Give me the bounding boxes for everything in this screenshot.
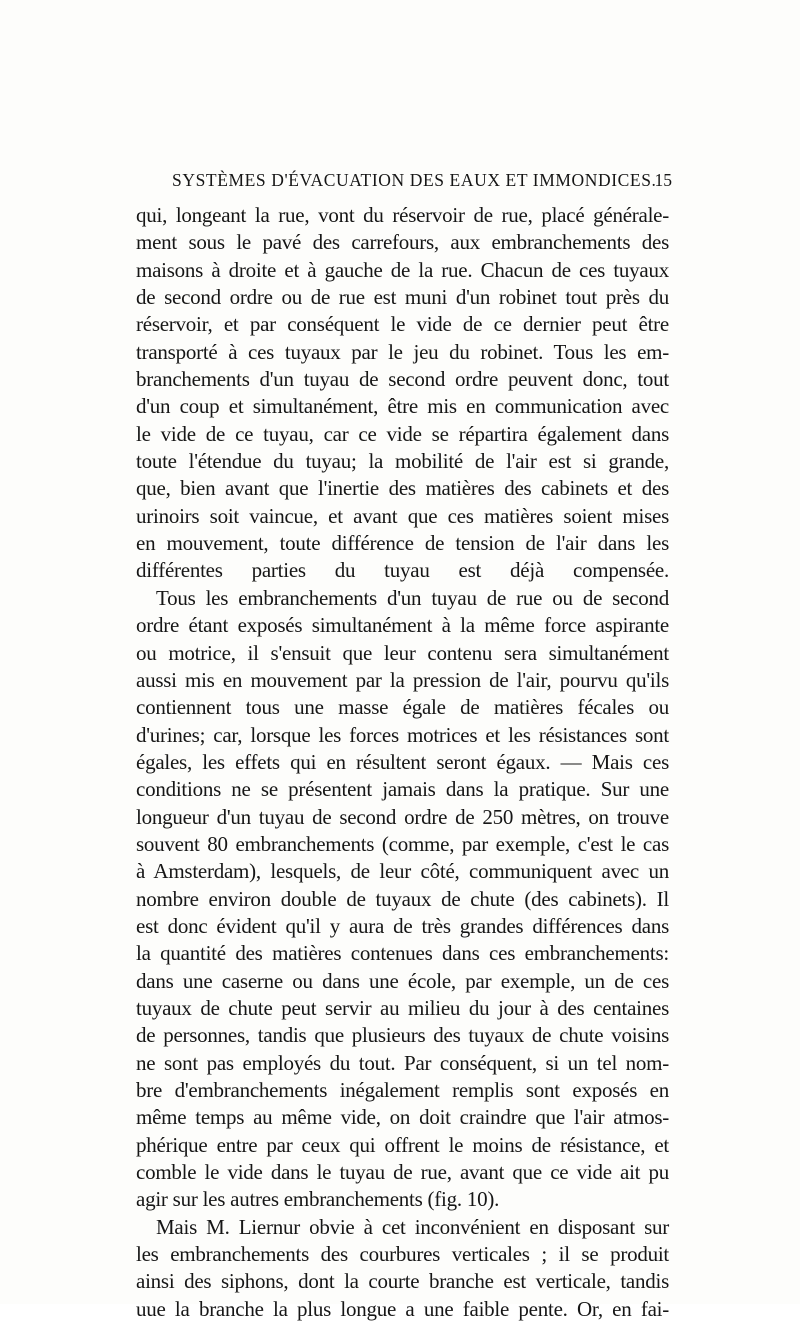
text-line: différentes parties du tuyau est déjà compensée. [136,558,669,583]
text-line: de personnes, tandis que plusieurs des tuyaux de chute voisins [136,1023,669,1048]
text-line: qui, longeant la rue, vont du réservoir de rue, placé générale- [136,203,669,227]
text-line: uue la branche la plus longue a une faible pente. Or, en fai- [136,1296,669,1321]
text-line: maisons à droite et à gauche de la rue. Chacun de ces tuyaux [136,257,669,282]
text-line: conditions ne se présentent jamais dans la pratique. Sur une [136,777,669,802]
paragraph [136,1214,669,1323]
text-line: même temps au même vide, on doit craindre que l'air atmos- [136,1105,669,1130]
text-line: longueur d'un tuyau de second ordre de 250 mètres, on trouve [136,804,669,829]
text-line: ou motrice, il s'ensuit que leur contenu sera simultanément [136,640,669,665]
running-head [136,170,672,198]
text-line: ordre étant exposés simultanément à la même force aspirante [136,613,669,638]
text-line: ne sont pas employés du tout. Par conséquent, si un tel nom- [136,1050,669,1075]
text-line: de second ordre ou de rue est muni d'un robinet tout près du [136,285,669,310]
text-line: que, bien avant que l'inertie des matières des cabinets et des [136,476,669,501]
text-line: souvent 80 embranchements (comme, par exemple, c'est le cas [136,831,669,856]
text-line: agir sur les autres embranchements (fig. 10). [136,1187,500,1212]
text-line: dans une caserne ou dans une école, par exemple, un de ces [136,968,669,993]
text-line: le vide de ce tuyau, car ce vide se répartira également dans [136,421,669,446]
text-line: contiennent tous une masse égale de matières fécales ou [136,695,669,720]
text-line: urinoirs soit vaincue, et avant que ces matières soient mises [136,503,669,528]
text-line: les embranchements des courbures verticales ; il se produit [136,1242,669,1267]
text-line: tuyaux de chute peut servir au milieu du jour à des centaines [136,995,669,1020]
page-number: 15 [654,170,672,190]
text-line: bre d'embranchements inégalement remplis sont exposés en [136,1078,669,1102]
paragraph [136,202,669,585]
text-line: toute l'étendue du tuyau; la mobilité de l'air est si grande, [136,449,669,474]
text-line: réservoir, et par conséquent le vide de ce dernier peut être [136,312,669,337]
text-line: Mais M. Liernur obvie à cet inconvénient en disposant sur [156,1214,669,1239]
text-line: transporté à ces tuyaux par le jeu du robinet. Tous les em- [136,339,669,364]
text-line: nombre environ double de tuyaux de chute (des cabinets). Il [136,886,669,911]
text-line: aussi mis en mouvement par la pression de l'air, pourvu qu'ils [136,667,669,692]
text-line: ment sous le pavé des carrefours, aux embranchements des [136,230,669,255]
text-line: est donc évident qu'il y aura de très grandes différences dans [136,913,669,938]
text-line: comble le vide dans le tuyau de rue, avant que ce vide ait pu [136,1160,669,1185]
text-line: ainsi des siphons, dont la courte branche est verticale, tandis [136,1269,669,1294]
text-line: d'un coup et simultanément, être mis en communication avec [136,394,669,419]
text-line: à Amsterdam), lesquels, de leur côté, communiquent avec un [136,859,669,884]
text-line: branchements d'un tuyau de second ordre peuvent donc, tout [136,367,669,392]
text-line: phérique entre par ceux qui offrent le moins de résistance, et [136,1132,669,1157]
body-text [136,202,669,1323]
text-line: d'urines; car, lorsque les forces motrices et les résistances sont [136,722,669,747]
text-line: en mouvement, toute différence de tension de l'air dans les [136,531,669,556]
text-line: Tous les embranchements d'un tuyau de rue ou de second [156,585,669,610]
text-line: la quantité des matières contenues dans ces embranchements: [136,941,669,966]
paragraph [136,585,669,1214]
text-line: égales, les effets qui en résultent seront égaux. — Mais ces [136,749,669,774]
running-title: SYSTÈMES D'ÉVACUATION DES EAUX ET IMMONDICES. [172,170,657,190]
